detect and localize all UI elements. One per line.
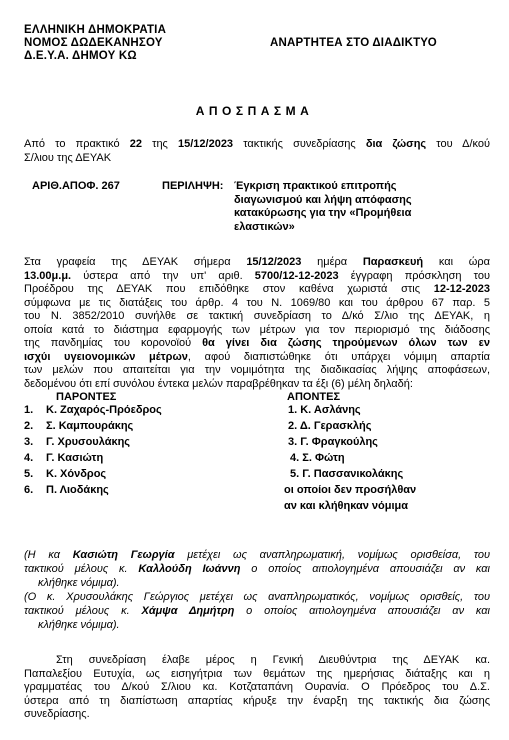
list-item: 3. Γ. Χρυσουλάκης xyxy=(24,436,131,448)
summary-text: Έγκριση πρακτικού επιτροπής διαγωνισμού και λήψη απόφασης κατακύρωσης για την «Προμήθεια ελαστικών» xyxy=(234,180,412,233)
absent-list xyxy=(284,402,417,514)
decision-number: ΑΡΙΘ.ΑΠΟΦ. 267 xyxy=(32,180,120,192)
org-line-3: Δ.Ε.Υ.Α. ΔΗΜΟΥ ΚΩ xyxy=(24,50,137,62)
list-item: 4. Γ. Κασιώτη xyxy=(24,452,104,464)
org-line-2: ΝΟΜΟΣ ΔΩΔΕΚΑΝΗΣΟΥ xyxy=(24,37,163,49)
summary-label: ΠΕΡΙΛΗΨΗ: xyxy=(162,180,224,192)
list-item: 2. Σ. Καμπουράκης xyxy=(24,420,134,432)
list-item: 5. Γ. Πασσανικολάκης xyxy=(290,468,404,480)
present-list xyxy=(24,402,162,498)
intro-line-2: Σ/λιου της ΔΕΥΑΚ xyxy=(24,151,112,164)
intro-line-1: Από το πρακτικό 22 της 15/12/2023 τακτικής συνεδρίασης δια ζώσης του Δ/κού xyxy=(24,138,491,150)
list-item: 6. Π. Λιοδάκης xyxy=(24,484,109,496)
absent-heading: ΑΠΟΝΤΕΣ xyxy=(287,391,341,403)
org-header xyxy=(24,24,166,63)
list-item: 3. Γ. Φραγκούλης xyxy=(288,436,378,448)
substitute-notes: (Η κα Κασιώτη Γεωργία μετέχει ως αναπληρωματική, νομίμως ορισθείσα, του τακτικού μέλους κ. Καλλούδη Ιωάννη ο οποίος αιτιολογημένα απουσιάζει αν και κλήθηκε νόμιμα). (Ο κ. Χρυσουλάκης Γεώργιος μετέχει ως αναπληρωματικός, νομίμως ορισθείς, του τακτικού μέλους κ. Χάμψα Δημήτρη ο οποίος αιτιολογημένα απουσιάζει αν και κλήθηκε νόμιμα). xyxy=(24,549,491,631)
document-title: ΑΠΟΣΠΑΣΜΑ xyxy=(195,104,314,118)
closing-paragraph: Στη συνεδρίαση έλαβε μέρος η Γενική Διευθύντρια της ΔΕΥΑΚ κα. Παπαλεξίου Ευτυχία, ως εισηγήτρια των θεμάτων της ημερήσιας διάταξης και η γραμματέας του Δ/κού Σ/λιου κα. Κοτζαταπάνη Ουρανία. Ο Πρόεδρος του Δ.Σ. ύστερα από τη διαπίστωση απαρτίας κήρυξε την έναρξη της τακτικής δια ζώσης συνεδρίασης. xyxy=(24,654,490,720)
list-item: 1. Κ. Ζαχαρός-Πρόεδρος xyxy=(24,404,162,416)
absent-note-1: οι οποίοι δεν προσήλθαν xyxy=(284,484,417,496)
body-paragraph: Στα γραφεία της ΔΕΥΑΚ σήμερα 15/12/2023 ημέρα Παρασκευή και ώρα 13.00μ.μ. ύστερα από την υπ' αριθ. 5700/12-12-2023 έγγραφη πρόσκληση του Προέδρου της ΔΕΥΑΚ που επιδόθηκε στον καθένα χωριστά στις 12-12-2023 σύμφωνα με τις διατάξεις του άρθρ. 4 του Ν. 1069/80 και του άρθρου 67 παρ. 5 του Ν. 3852/2010 συνήλθε σε τακτική συνεδρίαση το Δ/κό Σ/λιο της ΔΕΥΑΚ, η οποία κατά το διάστημα εφαρμογής των μέτρων για τον περιορισμό της διάδοσης της πανδημίας του κορονοϊού θα γίνει δια ζώσης τηρούμενων όλων των εν ισχύι υγειονομικών μέτρων, αφού διαπιστώθηκε ότι υπάρχει νόμιμη απαρτία των μελών που απαιτείται για την νομιμότητα της διαδικασίας λήψης αποφάσεων, δεδομένου ότι επί συνόλου έντεκα μελών παραβρέθηκαν τα έξι (6) μέλη δηλαδή: xyxy=(24,256,491,390)
list-item: 2. Δ. Γερασκλής xyxy=(288,420,372,432)
list-item: 4. Σ. Φώτη xyxy=(290,452,345,464)
posted-notice: ΑΝΑΡΤΗΤΕΑ ΣΤΟ ΔΙΑΔΙΚΤΥΟ xyxy=(270,37,437,49)
present-heading: ΠΑΡΟΝΤΕΣ xyxy=(56,391,117,403)
intro-paragraph xyxy=(24,138,490,165)
list-item: 1. Κ. Ασλάνης xyxy=(288,404,361,416)
absent-note-2: αν και κλήθηκαν νόμιμα xyxy=(284,500,409,512)
list-item: 5. Κ. Χόνδρος xyxy=(24,468,107,480)
org-line-1: ΕΛΛΗΝΙΚΗ ΔΗΜΟΚΡΑΤΙΑ xyxy=(24,24,167,36)
